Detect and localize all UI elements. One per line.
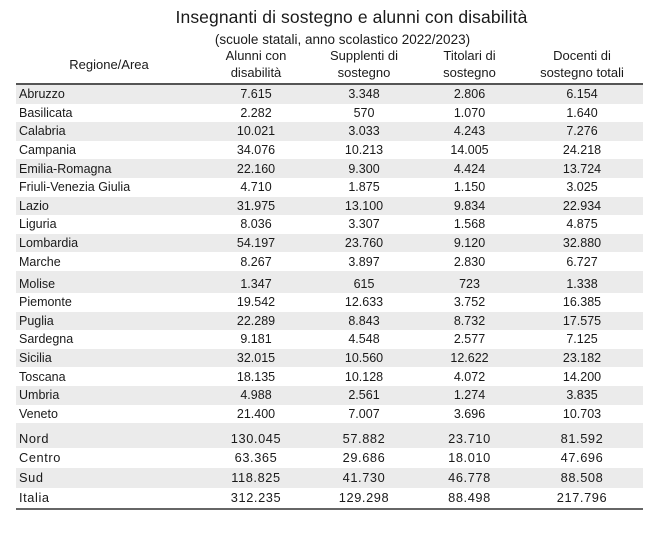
cell-supplenti: 9.300 xyxy=(310,159,418,178)
table-row xyxy=(16,405,643,424)
cell-titolari: 1.150 xyxy=(453,180,486,195)
cell-titolari: 3.752 xyxy=(453,295,486,310)
cell-titolari: 1.274 xyxy=(418,386,521,405)
cell-alunni: 31.975 xyxy=(202,197,310,216)
cell-docenti: 7.276 xyxy=(521,122,643,141)
header-titolari-line1: Titolari di xyxy=(443,48,496,63)
cell-alunni: 63.365 xyxy=(234,450,278,466)
region-name: Molise xyxy=(16,271,202,293)
cell-titolari: 4.072 xyxy=(453,369,486,384)
cell-titolari: 1.070 xyxy=(453,105,486,120)
cell-alunni: 118.825 xyxy=(202,468,310,488)
cell-supplenti: 7.007 xyxy=(348,406,380,421)
cell-supplenti: 23.760 xyxy=(310,234,418,253)
cell-titolari: 23.710 xyxy=(418,423,521,448)
table-row xyxy=(16,349,643,368)
cell-docenti: 7.125 xyxy=(566,332,598,347)
cell-titolari: 2.830 xyxy=(453,254,486,269)
cell-supplenti: 12.633 xyxy=(344,295,384,310)
header-alunni xyxy=(202,47,310,84)
cell-docenti: 217.796 xyxy=(521,488,643,509)
cell-titolari: 9.834 xyxy=(418,197,521,216)
cell-alunni: 4.710 xyxy=(240,180,272,195)
region-name: Sicilia xyxy=(16,349,202,368)
cell-titolari: 4.243 xyxy=(418,122,521,141)
cell-titolari: 9.120 xyxy=(418,234,521,253)
cell-docenti: 81.592 xyxy=(521,423,643,448)
table-subtitle: (scuole statali, anno scolastico 2022/2023) xyxy=(214,32,471,47)
region-name: Toscana xyxy=(19,369,66,384)
region-name: Calabria xyxy=(16,122,202,141)
table-row xyxy=(16,386,643,405)
cell-titolari: 4.424 xyxy=(418,159,521,178)
cell-supplenti: 13.100 xyxy=(310,197,418,216)
region-name: Puglia xyxy=(16,312,202,331)
region-name: Umbria xyxy=(16,386,202,405)
table-row xyxy=(16,104,643,123)
cell-supplenti: 10.213 xyxy=(344,143,384,158)
cell-supplenti: 2.561 xyxy=(310,386,418,405)
table-row xyxy=(16,141,643,160)
cell-docenti: 10.703 xyxy=(562,406,602,421)
header-alunni-line1: Alunni con xyxy=(225,48,287,63)
region-name: Emilia-Romagna xyxy=(16,159,202,178)
cell-titolari: 723 xyxy=(418,271,521,293)
cell-supplenti: 3.307 xyxy=(348,217,380,232)
cell-docenti: 1.640 xyxy=(566,105,598,120)
cell-docenti: 14.200 xyxy=(562,369,602,384)
region-name: Liguria xyxy=(19,217,57,232)
cell-supplenti: 615 xyxy=(310,271,418,293)
cell-docenti: 17.575 xyxy=(521,312,643,331)
cell-docenti: 1.338 xyxy=(521,271,643,293)
cell-supplenti: 10.560 xyxy=(310,349,418,368)
header-supplenti-line2: sostegno xyxy=(337,65,391,80)
cell-supplenti: 570 xyxy=(353,105,375,120)
data-table xyxy=(16,47,643,510)
region-name: Lazio xyxy=(16,197,202,216)
header-region: Regione/Area xyxy=(16,47,202,84)
cell-docenti: 23.182 xyxy=(521,349,643,368)
cell-alunni: 21.400 xyxy=(236,406,276,421)
cell-docenti: 4.875 xyxy=(566,217,598,232)
cell-alunni: 19.542 xyxy=(236,295,276,310)
cell-titolari: 46.778 xyxy=(418,468,521,488)
table-row xyxy=(16,271,643,293)
table-row xyxy=(16,234,643,253)
summary-row xyxy=(16,468,643,488)
table-row xyxy=(16,367,643,386)
cell-docenti: 16.385 xyxy=(562,295,602,310)
cell-titolari: 1.568 xyxy=(453,217,486,232)
region-name: Campania xyxy=(19,143,76,158)
cell-alunni: 54.197 xyxy=(202,234,310,253)
region-name: Veneto xyxy=(19,406,58,421)
region-name: Basilicata xyxy=(19,105,73,120)
cell-alunni: 8.036 xyxy=(240,217,272,232)
cell-supplenti: 129.298 xyxy=(310,488,418,509)
cell-alunni: 22.289 xyxy=(202,312,310,331)
table-row xyxy=(16,215,643,234)
cell-alunni: 2.282 xyxy=(240,105,272,120)
region-name: Piemonte xyxy=(19,295,72,310)
table-row xyxy=(16,252,643,271)
table-row xyxy=(16,159,643,178)
header-row xyxy=(16,47,643,84)
cell-supplenti: 4.548 xyxy=(348,332,380,347)
cell-alunni: 1.347 xyxy=(202,271,310,293)
cell-titolari: 8.732 xyxy=(418,312,521,331)
cell-supplenti: 57.882 xyxy=(310,423,418,448)
cell-supplenti: 41.730 xyxy=(310,468,418,488)
header-supplenti xyxy=(310,47,418,84)
table-row xyxy=(16,330,643,349)
header-docenti-line1: Docenti di xyxy=(553,48,611,63)
region-name: Sud xyxy=(16,468,202,488)
header-alunni-line2: disabilità xyxy=(230,65,282,80)
cell-supplenti: 8.843 xyxy=(310,312,418,331)
region-name: Friuli-Venezia Giulia xyxy=(19,180,131,195)
cell-alunni: 10.021 xyxy=(202,122,310,141)
table-row xyxy=(16,122,643,141)
cell-alunni: 8.267 xyxy=(240,254,272,269)
cell-docenti: 13.724 xyxy=(521,159,643,178)
cell-titolari: 12.622 xyxy=(418,349,521,368)
summary-row xyxy=(16,488,643,509)
region-name: Sardegna xyxy=(19,332,74,347)
cell-docenti: 88.508 xyxy=(521,468,643,488)
header-titolari xyxy=(418,47,521,84)
region-name: Centro xyxy=(19,450,62,466)
cell-supplenti: 3.033 xyxy=(310,122,418,141)
cell-alunni: 130.045 xyxy=(202,423,310,448)
cell-supplenti: 1.875 xyxy=(348,180,380,195)
cell-alunni: 9.181 xyxy=(240,332,272,347)
cell-titolari: 18.010 xyxy=(448,450,491,466)
cell-alunni: 7.615 xyxy=(202,84,310,104)
cell-docenti: 3.835 xyxy=(521,386,643,405)
header-docenti-line2: sostegno totali xyxy=(540,65,624,80)
table-row xyxy=(16,293,643,312)
cell-docenti: 22.934 xyxy=(521,197,643,216)
table-row xyxy=(16,84,643,104)
cell-alunni: 18.135 xyxy=(236,369,276,384)
region-name: Abruzzo xyxy=(16,84,202,104)
cell-alunni: 312.235 xyxy=(202,488,310,509)
header-titolari-line2: sostegno xyxy=(443,65,496,80)
cell-titolari: 2.577 xyxy=(453,332,486,347)
header-supplenti-line1: Supplenti di xyxy=(330,48,398,63)
table-row xyxy=(16,197,643,216)
region-name: Nord xyxy=(16,423,202,448)
table-row xyxy=(16,312,643,331)
cell-titolari: 2.806 xyxy=(418,84,521,104)
cell-docenti: 47.696 xyxy=(560,450,604,466)
cell-alunni: 34.076 xyxy=(236,143,276,158)
header-docenti xyxy=(521,47,643,84)
table-title: Insegnanti di sostegno e alunni con disabilità xyxy=(175,7,528,27)
cell-titolari: 88.498 xyxy=(418,488,521,509)
cell-supplenti: 10.128 xyxy=(344,369,384,384)
summary-row xyxy=(16,423,643,448)
summary-row xyxy=(16,448,643,468)
region-name: Lombardia xyxy=(16,234,202,253)
cell-docenti: 32.880 xyxy=(521,234,643,253)
table-row xyxy=(16,178,643,197)
cell-alunni: 4.988 xyxy=(202,386,310,405)
cell-docenti: 3.025 xyxy=(566,180,598,195)
cell-titolari: 3.696 xyxy=(453,406,486,421)
cell-docenti: 24.218 xyxy=(562,143,602,158)
cell-docenti: 6.727 xyxy=(566,254,598,269)
region-name: Italia xyxy=(16,488,202,509)
cell-docenti: 6.154 xyxy=(521,84,643,104)
cell-alunni: 32.015 xyxy=(202,349,310,368)
cell-titolari: 14.005 xyxy=(450,143,489,158)
cell-supplenti: 3.897 xyxy=(348,254,380,269)
cell-supplenti: 29.686 xyxy=(342,450,386,466)
cell-supplenti: 3.348 xyxy=(310,84,418,104)
region-name: Marche xyxy=(19,254,61,269)
cell-alunni: 22.160 xyxy=(202,159,310,178)
